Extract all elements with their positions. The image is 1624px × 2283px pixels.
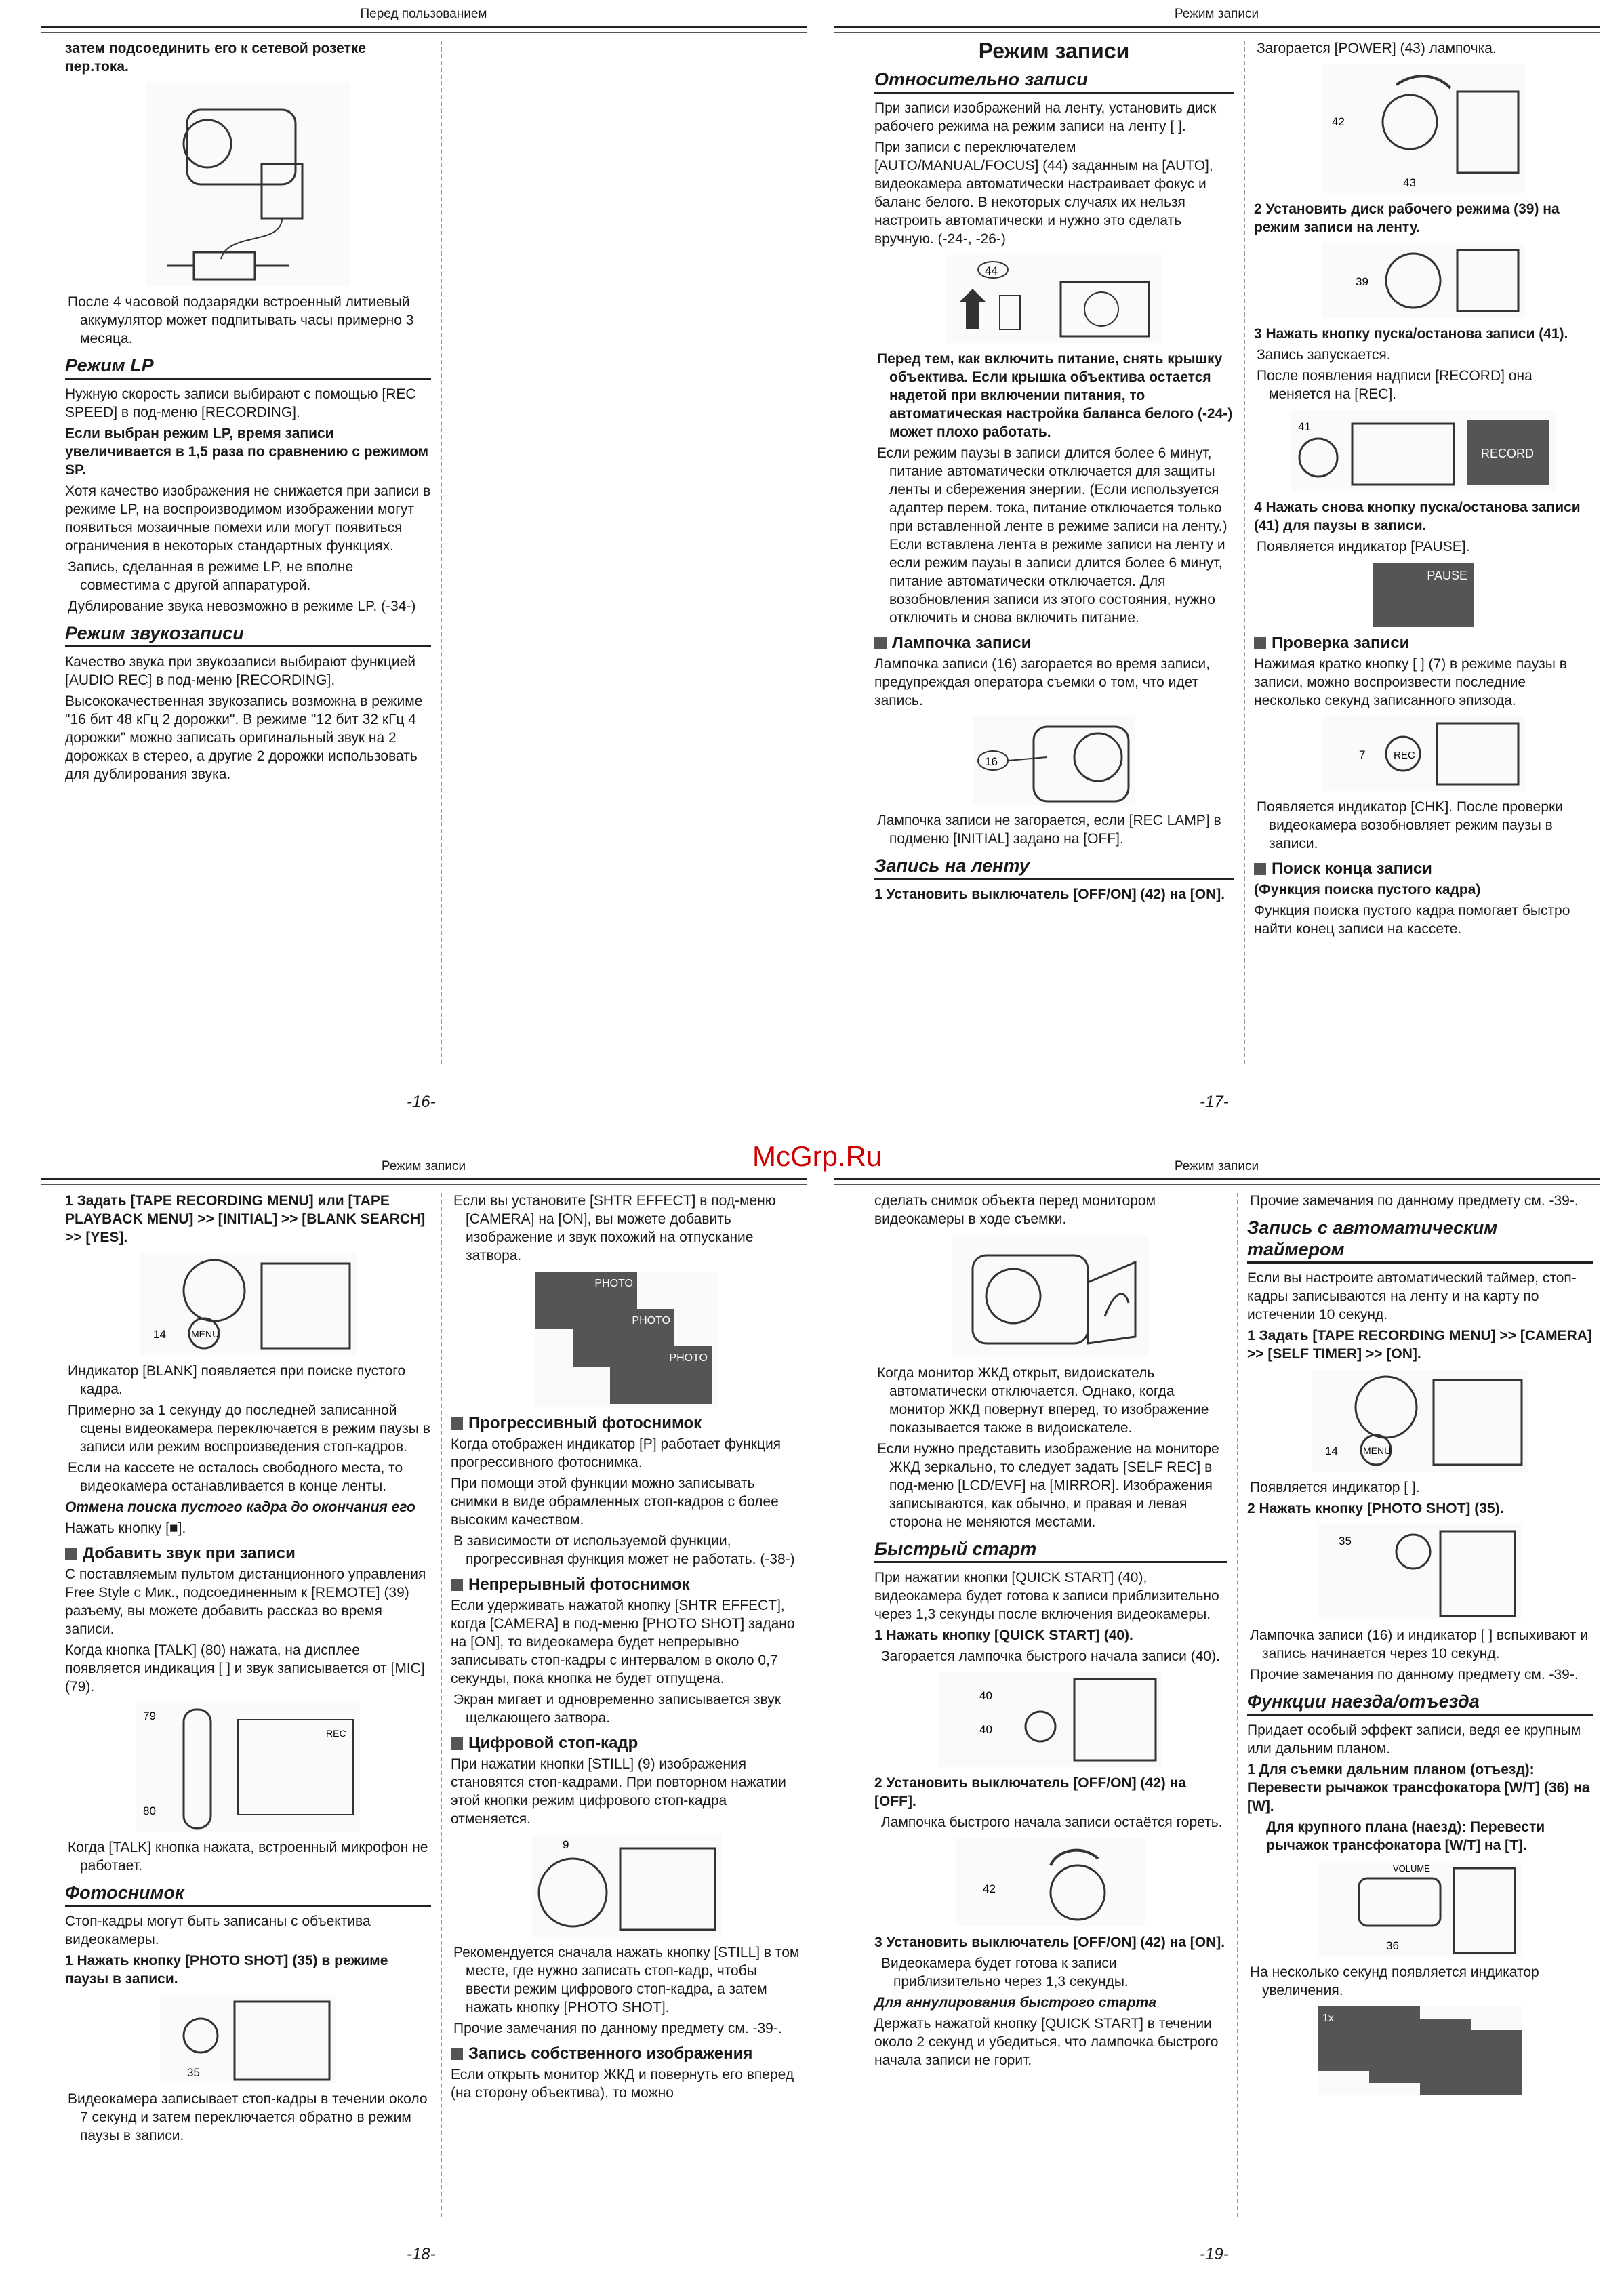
step: 3 Нажать кнопку пуска/останова записи (41). xyxy=(1254,326,1568,342)
paragraph: При помощи этой функции можно записывать снимки в виде обрамленных стоп-кадров с более высоким качеством. xyxy=(451,1476,779,1528)
zoom-screens-image xyxy=(1318,2006,1522,2095)
callout-label: 41 xyxy=(1298,420,1311,433)
paragraph: При нажатии кнопки [QUICK START] (40), видеокамера будет готова к записи приблизительно через 1,3 секунды после включения видеокамеры. xyxy=(874,1570,1219,1622)
bullet-note: Лампочка записи (16) и индикатор [ ] вспыхивают и запись начинается через 10 секунд. xyxy=(1250,1628,1589,1661)
menu-dial-illustration xyxy=(140,1253,357,1355)
left-column xyxy=(874,39,1234,906)
bullet-note: Запись запускается. xyxy=(1257,347,1391,363)
subsection-title: Лампочка записи xyxy=(874,634,1234,652)
callout-label: 35 xyxy=(1339,1535,1352,1548)
paragraph: Нажимая кратко кнопку [ ] (7) в режиме паузы в записи, можно воспроизвести последние несколько секунд записанного эпизода. xyxy=(1254,656,1567,708)
pause-screen-image xyxy=(1373,563,1474,627)
bullet-note: Запись, сделанная в режиме LP, не вполне совместима с другой аппаратурой. xyxy=(68,559,354,593)
bullet-note: Если на кассете не осталось свободного места, то видеокамера останавливается в конце ленты. xyxy=(68,1460,403,1494)
photo-shot-illustration xyxy=(160,1995,336,2083)
paragraph: Качество звука при звукозаписи выбирают функцией [AUDIO REC] в под-меню [RECORDING]. xyxy=(65,654,415,688)
step: 3 Установить выключатель [OFF/ON] (42) на [ON]. xyxy=(874,1935,1225,1950)
still-button-illustration xyxy=(532,1835,722,1937)
page-19 xyxy=(834,1152,1600,2264)
section-title: Запись с автоматическим таймером xyxy=(1247,1217,1593,1264)
right-column xyxy=(1254,39,1593,941)
still-drawing xyxy=(532,1835,722,1937)
shutter-effect-illustration xyxy=(535,1272,718,1407)
callout-label: 35 xyxy=(187,2066,200,2079)
paragraph: С поставляемым пультом дистанционного управления Free Style с Мик., подсоединенным к [REMOTE] (39) разъему, вы можете добавить рассказ во время записи. xyxy=(65,1567,426,1637)
frame-label: 1x xyxy=(1322,2013,1334,2024)
page-17 xyxy=(834,0,1600,1112)
header-rule xyxy=(41,26,807,33)
left-column xyxy=(65,39,431,786)
record-button-illustration xyxy=(1291,410,1556,491)
zoom-lever-drawing xyxy=(1318,1861,1522,1956)
lever-label: VOLUME xyxy=(1393,1863,1430,1874)
page-number: -19- xyxy=(1200,2245,1229,2263)
button-label: MENU xyxy=(1363,1445,1392,1456)
callout-label: 40 xyxy=(979,1689,992,1702)
subsection-title: Проверка записи xyxy=(1254,634,1593,652)
bullet-note: После 4 часовой подзарядки встроенный литиевый аккумулятор может подпитывать часы примерно 3 месяца. xyxy=(68,294,414,346)
step: 2 Установить выключатель [OFF/ON] (42) на [OFF]. xyxy=(874,1775,1186,1809)
bullet-note: Видеокамера записывает стоп-кадры в течении около 7 секунд и затем переключается обратно в режим паузы в записи. xyxy=(68,2091,428,2143)
photo-shot-drawing xyxy=(1318,1524,1522,1619)
switch-drawing xyxy=(946,255,1162,343)
remote-talk-illustration xyxy=(136,1703,360,1832)
callout-label: 14 xyxy=(1325,1444,1338,1457)
frame-label: PHOTO xyxy=(669,1352,708,1364)
section-title: Относительно записи xyxy=(874,68,1234,94)
bullet-note: В зависимости от используемой функции, прогрессивная функция может не работать. (-38-) xyxy=(453,1533,795,1567)
camcorder-drawing xyxy=(146,83,350,286)
section-title: Запись на ленту xyxy=(874,855,1234,880)
lcd-rotation-illustration xyxy=(952,1235,1149,1357)
zoom-lever-illustration xyxy=(1318,1861,1522,1956)
menu-dial-illustration xyxy=(1312,1370,1528,1472)
subsection-title: Прогрессивный фотоснимок xyxy=(451,1414,803,1432)
section-title: Функции наезда/отъезда xyxy=(1247,1691,1593,1716)
off-switch-drawing xyxy=(956,1838,1145,1926)
callout-label: 16 xyxy=(985,755,998,768)
running-header: Перед пользованием xyxy=(360,7,487,21)
subtitle: (Функция поиска пустого кадра) xyxy=(1254,882,1481,897)
paragraph: Если открыть монитор ЖКД и повернуть его вперед (на сторону объектива), то можно xyxy=(451,2067,794,2101)
section-title: Быстрый старт xyxy=(874,1538,1227,1563)
step: 1 Нажать кнопку [QUICK START] (40). xyxy=(874,1628,1133,1643)
header-rule xyxy=(834,1178,1600,1185)
step: 2 Нажать кнопку [PHOTO SHOT] (35). xyxy=(1247,1501,1504,1516)
section-title-lp: Режим LP xyxy=(65,355,431,380)
step: 1 Задать [TAPE RECORDING MENU] >> [CAMERA] >> [SELF TIMER] >> [ON]. xyxy=(1247,1328,1593,1362)
callout-label: 14 xyxy=(153,1328,166,1341)
off-switch-illustration xyxy=(956,1838,1145,1926)
step: 1 Для съемки дальним планом (отъезд): Перевести рычажок трансфокатора [W/T] (36) на [W]. xyxy=(1247,1762,1590,1814)
bullet-note: Когда монитор ЖКД открыт, видоискатель автоматически отключается. Однако, когда монитор ЖКД повернут вперед, то изображение показывается также в видоискателе. xyxy=(877,1365,1209,1436)
column-divider xyxy=(1244,41,1245,1064)
page-number: -16- xyxy=(407,1093,436,1111)
bullet-note: Появляется индикатор [CHK]. После проверки видеокамера возобновляет режим паузы в записи. xyxy=(1257,799,1563,851)
button-label: MENU xyxy=(191,1329,220,1339)
bullet-note: Перед тем, как включить питание, снять крышку объектива. Если крышка объектива остается надетой при включении питания, то автоматическая настройка баланса белого (-24-) может плохо работать. xyxy=(877,351,1233,440)
rec-check-drawing xyxy=(1322,716,1525,791)
subsection-title: Добавить звук при записи xyxy=(65,1544,431,1562)
section-title-audio: Режим звукозаписи xyxy=(65,622,431,647)
rec-lamp-illustration xyxy=(973,716,1135,805)
screen-label: REC xyxy=(326,1728,346,1739)
frame-label: PHOTO xyxy=(594,1278,633,1289)
subsection-title: Поиск конца записи xyxy=(1254,860,1593,878)
header-rule xyxy=(834,26,1600,33)
watermark-text: McGrp.Ru xyxy=(752,1140,882,1172)
right-column xyxy=(451,1192,803,2105)
step: 2 Установить диск рабочего режима (39) на режим записи на ленту. xyxy=(1254,201,1560,235)
callout-label: 43 xyxy=(1403,176,1416,189)
bullet-note: Прочие замечания по данному предмету см. -39-. xyxy=(1250,1667,1579,1682)
paragraph: Когда отображен индикатор [P] работает функция прогрессивного фотоснимка. xyxy=(451,1436,781,1470)
callout-label: 79 xyxy=(143,1710,156,1722)
paragraph: затем подсоединить его к сетевой розетке пер.тока. xyxy=(65,41,367,75)
step: 1 Нажать кнопку [PHOTO SHOT] (35) в режиме паузы в записи. xyxy=(65,1953,388,1987)
heading-italic: Отмена поиска пустого кадра до окончания его xyxy=(65,1499,415,1515)
column-divider xyxy=(1237,1193,1238,2217)
subsection-title: Запись собственного изображения xyxy=(451,2044,803,2063)
remote-drawing xyxy=(136,1703,360,1832)
paragraph: При записи изображений на ленту, установить диск рабочего режима на режим записи на ленту [ ]. xyxy=(874,100,1217,134)
bullet-note: На несколько секунд появляется индикатор увеличения. xyxy=(1250,1964,1539,1998)
bullet-note: Экран мигает и одновременно записывается звук щелкающего затвора. xyxy=(453,1692,781,1726)
rec-check-button-illustration xyxy=(1322,716,1525,791)
subsection-title: Непрерывный фотоснимок xyxy=(451,1575,803,1594)
auto-manual-switch-illustration xyxy=(946,255,1162,343)
bullet-note: Появляется индикатор [PAUSE]. xyxy=(1257,539,1470,554)
screen-label: RECORD xyxy=(1481,447,1535,460)
callout-label: 40 xyxy=(979,1723,992,1736)
subsection-title: Цифровой стоп-кадр xyxy=(451,1734,803,1752)
lcd-drawing xyxy=(952,1235,1149,1357)
paragraph: Когда кнопка [TALK] (80) нажата, на дисплее появляется индикация [ ] и звук записывается от [MIC] (79). xyxy=(65,1642,425,1695)
callout-label: 7 xyxy=(1359,748,1366,761)
column-divider xyxy=(441,1193,442,2217)
bullet-note: Если вы установите [SHTR EFFECT] в под-меню [CAMERA] на [ON], вы можете добавить изображение и звук похожий на отпускание затвора. xyxy=(453,1193,776,1264)
lamp-drawing xyxy=(973,716,1135,805)
menu-dial-drawing xyxy=(1312,1370,1528,1472)
bullet-note: Когда [TALK] кнопка нажата, встроенный микрофон не работает. xyxy=(68,1840,428,1874)
bullet-note: Загорается [POWER] (43) лампочка. xyxy=(1257,41,1497,56)
running-header: Режим записи xyxy=(1174,7,1259,21)
paragraph: Нажать кнопку [■]. xyxy=(65,1520,186,1536)
paragraph: Стоп-кадры могут быть записаны с объектива видеокамеры. xyxy=(65,1914,371,1947)
page-16 xyxy=(41,0,807,1112)
frame-label: PHOTO xyxy=(632,1315,670,1327)
bullet-note: Лампочка записи не загорается, если [REC LAMP] в подменю [INITIAL] задано на [OFF]. xyxy=(877,813,1221,847)
camcorder-charging-illustration xyxy=(146,83,350,286)
paragraph: Держать нажатой кнопку [QUICK START] в течении около 2 секунд и убедиться, что лампочка быстрого начала записи не горит. xyxy=(874,2016,1219,2068)
paragraph: Хотя качество изображения не снижается при записи в режиме LP, на воспроизводимом изображении могут появиться мозаичные помехи или могут появиться ограничения в некоторых стандартных функциях. xyxy=(65,483,431,554)
paragraph: При записи с переключателем [AUTO/MANUAL/FOCUS] (44) заданным на [AUTO], видеокамера автоматически настраивает фокус и баланс белого. В некоторых случаях их нельзя настроить автоматически и нужно это сделать вручную. (-24-, -26-) xyxy=(874,140,1213,247)
zoom-frame xyxy=(1420,2030,1522,2095)
power-switch-drawing xyxy=(1322,64,1525,193)
bullet-note: Прочие замечания по данному предмету см. -39-. xyxy=(1250,1193,1579,1209)
paragraph: Если вы настроите автоматический таймер, стоп-кадры записываются на ленту и на карту по истечении 10 секунд. xyxy=(1247,1270,1577,1322)
paragraph: При нажатии кнопки [STILL] (9) изображения становятся стоп-кадрами. При повторном нажатии этой кнопки режим цифрового стоп-кадра отменяется. xyxy=(451,1756,786,1827)
callout-label: 39 xyxy=(1356,275,1368,288)
bullet-note: После появления надписи [RECORD] она меняется на [REC]. xyxy=(1257,368,1532,402)
page-number: -18- xyxy=(407,2245,436,2263)
callout-label: 9 xyxy=(563,1838,569,1851)
running-header: Режим записи xyxy=(1174,1159,1259,1173)
paragraph: сделать снимок объекта перед монитором видеокамеры в ходе съемки. xyxy=(874,1193,1156,1227)
left-column xyxy=(874,1192,1227,2072)
paragraph: Нужную скорость записи выбирают с помощью [REC SPEED] в под-меню [RECORDING]. xyxy=(65,386,416,420)
bullet-note: Индикатор [BLANK] появляется при поиске пустого кадра. xyxy=(68,1363,406,1397)
bullet-note: Если режим паузы в записи длится более 6 минут, питание автоматически отключается для защиты ленты и сбережения энергии. (Если используется адаптер перем. тока, питание отключается только при вставленной ленте в режиме записи на ленту.) Если вставлена лента в режиме записи на ленту и если режим паузы в записи длится более 6 минут, питание автоматически отключается. Для возобновления записи из этого состояния, нужно отключить и снова включить питание. xyxy=(877,445,1227,626)
paragraph: Если удерживать нажатой кнопку [SHTR EFFECT], когда [CAMERA] в под-меню [PHOTO SHOT] задано на [ON], то видеокамера будет непрерывно записывать стоп-кадры с интервалом в около 0,7 секунды, пока кнопка не будет отпущена. xyxy=(451,1598,795,1686)
bullet-note: Видеокамера будет готова к записи приблизительно через 1,3 секунды. xyxy=(881,1956,1129,1989)
step: 4 Нажать снова кнопку пуска/останова записи (41) для паузы в записи. xyxy=(1254,500,1581,533)
quick-start-illustration xyxy=(939,1672,1162,1767)
section-title: Фотоснимок xyxy=(65,1882,431,1907)
quick-start-drawing xyxy=(939,1672,1162,1767)
photo-frame xyxy=(610,1346,712,1404)
bullet-note: Рекомендуется сначала нажать кнопку [STILL] в том месте, где нужно записать стоп-кадр, чтобы ввести режим цифрового стоп-кадра, а затем нажать кнопку [PHOTO SHOT]. xyxy=(453,1945,800,2015)
record-drawing xyxy=(1291,410,1556,491)
callout-label: 42 xyxy=(983,1882,996,1895)
left-column xyxy=(65,1192,431,2147)
photo-shot-illustration xyxy=(1318,1524,1522,1619)
callout-label: 42 xyxy=(1332,115,1345,128)
callout-label: 36 xyxy=(1386,1939,1399,1952)
page-title: Режим записи xyxy=(978,39,1130,63)
step-continued: Для крупного плана (наезд): Перевести рычажок трансфокатора [W/T] на [T]. xyxy=(1266,1819,1545,1853)
bullet-note: Появляется индикатор [ ]. xyxy=(1250,1480,1420,1495)
step: 1 Установить выключатель [OFF/ON] (42) на [ON]. xyxy=(874,887,1225,902)
page-number: -17- xyxy=(1200,1093,1229,1111)
callout-label: 44 xyxy=(985,264,998,277)
paragraph: Придает особый эффект записи, ведя ее крупным или дальним планом. xyxy=(1247,1722,1581,1756)
running-header: Режим записи xyxy=(381,1159,466,1173)
mode-dial-drawing xyxy=(1322,243,1525,318)
paragraph: Лампочка записи (16) загорается во время записи, предупреждая оператора съемки о том, что идет запись. xyxy=(874,656,1210,708)
bullet-note: Дублирование звука невозможно в режиме LP. (-34-) xyxy=(68,599,416,614)
column-divider xyxy=(441,41,442,1064)
header-rule xyxy=(41,1178,807,1185)
button-label: REC xyxy=(1394,750,1415,761)
step: 1 Задать [TAPE RECORDING MENU] или [TAPE PLAYBACK MENU] >> [INITIAL] >> [BLANK SEARCH] >> [YES]. xyxy=(65,1193,426,1245)
paragraph: Высококачественная звукозапись возможна в режиме "16 бит 48 кГц 2 дорожки". В режиме "12 бит 32 кГц 4 дорожки" можно записать оригинальный звук на 2 дорожках в стерео, а другие 2 дорожки использовать для дублирования звука. xyxy=(65,693,423,782)
page-18 xyxy=(41,1152,807,2264)
callout-label: 80 xyxy=(143,1804,156,1817)
power-switch-illustration xyxy=(1322,64,1525,193)
mode-dial-illustration xyxy=(1322,243,1525,318)
paragraph-bold: Если выбран режим LP, время записи увеличивается в 1,5 раза по сравнению с режимом SP. xyxy=(65,426,429,478)
bullet-note: Примерно за 1 секунду до последней записанной сцены видеокамера переключается в режим паузы в записи или режим воспроизведения стоп-кадров. xyxy=(68,1402,430,1455)
paragraph: Функция поиска пустого кадра помогает быстро найти конец записи на кассете. xyxy=(1254,903,1570,937)
right-column xyxy=(1247,1192,1593,2101)
photo-shot-drawing xyxy=(160,1995,336,2083)
bullet-note: Лампочка быстрого начала записи остаётся гореть. xyxy=(881,1815,1223,1830)
bullet-note: Загорается лампочка быстрого начала записи (40). xyxy=(881,1649,1220,1664)
menu-dial-drawing xyxy=(140,1253,357,1355)
heading-italic: Для аннулирования быстрого старта xyxy=(874,1995,1157,2011)
bullet-note: Если нужно представить изображение на мониторе ЖКД зеркально, то следует задать [SELF REC] в под-меню [LCD/EVF] на [MIRROR]. Изображения записываются, как обычно, и правая и левая сторона не меняются местами. xyxy=(877,1441,1219,1530)
bullet-note: Прочие замечания по данному предмету см. -39-. xyxy=(453,2021,782,2036)
screen-label: PAUSE xyxy=(1427,569,1467,582)
